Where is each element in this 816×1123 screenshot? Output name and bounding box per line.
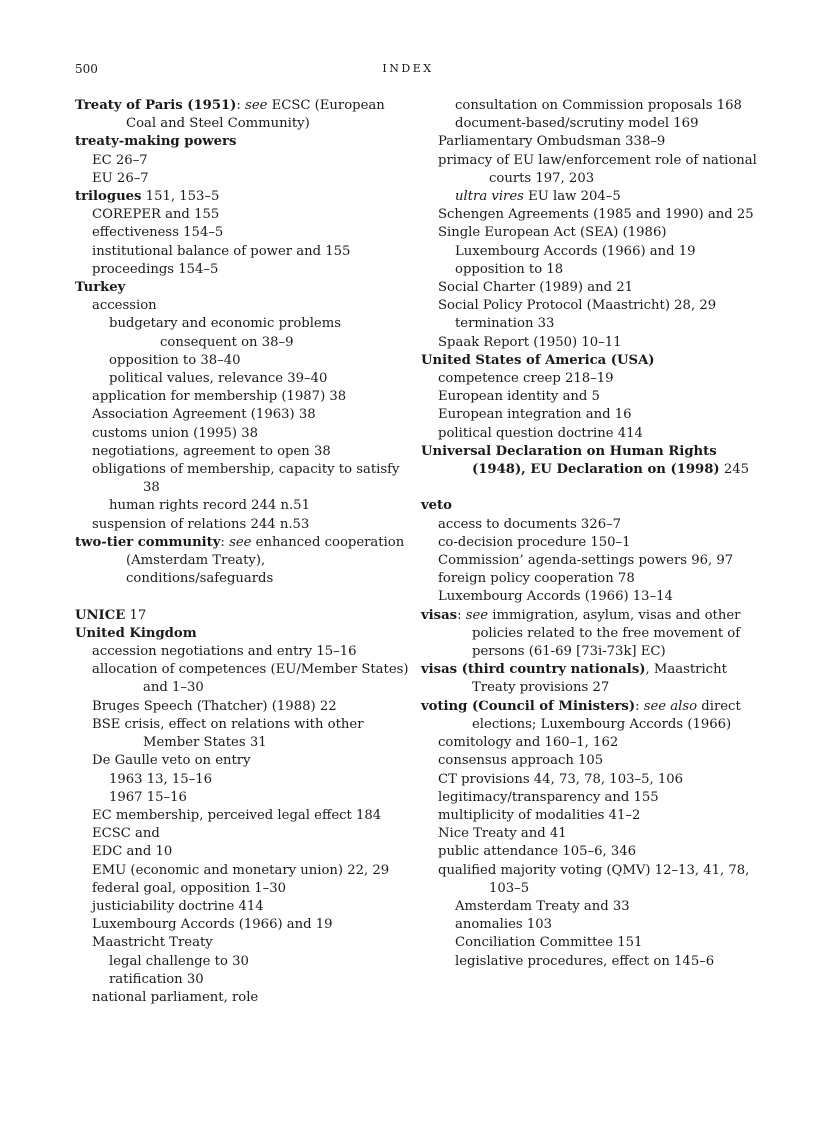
index-subentry [421, 425, 766, 443]
index-text: trilogues [75, 189, 142, 205]
index-text: ECSC (European Coal and Steel Community) [126, 98, 385, 132]
index-subentry [75, 716, 415, 752]
index-text: national parliament, role [92, 989, 259, 1005]
index-column-left [75, 97, 415, 1007]
index-subentry [421, 516, 766, 534]
index-text: Luxembourg Accords (1966) and 19 [92, 917, 333, 933]
index-subentry [421, 224, 766, 242]
index-text: see [229, 534, 252, 550]
index-subentry [75, 643, 415, 661]
index-subentry [421, 152, 766, 188]
index-subentry [75, 516, 415, 534]
index-text: Luxembourg Accords (1966) 13–14 [438, 589, 673, 605]
index-text: Social Policy Protocol (Maastricht) 28, 29 [438, 298, 717, 314]
index-text: BSE crisis, effect on relations with other Member States 31 [92, 716, 364, 751]
index-text: allocation of competences (EU/Member States) and 1–30 [92, 662, 409, 696]
index-text: institutional balance of power and 155 [92, 243, 351, 259]
index-subentry [421, 752, 766, 770]
index-text: negotiations, agreement to open 38 [92, 443, 331, 459]
index-text: legislative procedures, effect on 145–6 [455, 953, 715, 969]
index-subentry [421, 934, 766, 952]
index-subentry [75, 934, 415, 952]
index-text: see also [643, 698, 698, 714]
index-text: EDC and 10 [92, 844, 173, 860]
index-subentry [75, 898, 415, 916]
index-text: COREPER and 155 [92, 207, 220, 223]
index-subentry [421, 789, 766, 807]
index-heading [75, 188, 415, 206]
index-subentry [75, 698, 415, 716]
index-text: immigration, asylum, visas and other policies related to the free movement of persons (61-69 [73i-73k] EC) [472, 607, 741, 660]
index-heading [75, 97, 415, 133]
index-text: Nice Treaty and 41 [438, 826, 567, 842]
index-text: customs union (1995) 38 [92, 425, 259, 441]
index-text: : [457, 607, 466, 623]
index-subentry [421, 807, 766, 825]
index-subentry [75, 206, 415, 224]
index-text: termination 33 [455, 316, 555, 332]
index-subentry [75, 807, 415, 825]
index-text: 151, 153–5 [141, 189, 220, 205]
section-title: INDEX [382, 62, 434, 75]
index-subentry [421, 898, 766, 916]
index-subentry [421, 261, 766, 279]
index-text: Conciliation Committee 151 [455, 935, 643, 951]
index-text: suspension of relations 244 n.53 [92, 516, 310, 532]
index-text: Luxembourg Accords (1966) and 19 [455, 243, 696, 259]
index-text: voting (Council of Ministers) [421, 698, 636, 714]
index-subentry [75, 880, 415, 898]
index-heading [75, 279, 415, 297]
index-subentry [75, 261, 415, 279]
index-text: comitology and 160–1, 162 [438, 735, 619, 751]
index-text: Commission’ agenda-settings powers 96, 97 [438, 553, 734, 569]
index-subentry [421, 315, 766, 333]
index-text: 245 [719, 462, 750, 478]
index-text: effectiveness 154–5 [92, 225, 224, 241]
index-heading [421, 698, 766, 734]
index-subentry [421, 243, 766, 261]
index-text: Social Charter (1989) and 21 [438, 280, 634, 296]
index-subentry [421, 534, 766, 552]
index-text: , Maastricht Treaty provisions 27 [472, 662, 727, 696]
index-subentry [421, 279, 766, 297]
index-subentry [421, 953, 766, 971]
index-text: primacy of EU law/enforcement role of national courts 197, 203 [438, 152, 757, 186]
index-text: budgetary and economic problems consequent on 38–9 [109, 316, 342, 350]
index-text: human rights record 244 n.51 [109, 498, 310, 514]
index-text: political question doctrine 414 [438, 425, 643, 441]
index-heading [421, 352, 766, 370]
index-column-right [421, 97, 766, 971]
index-text: Bruges Speech (Thatcher) (1988) 22 [92, 698, 337, 714]
index-subentry [75, 297, 415, 315]
index-text: EU 26–7 [92, 170, 149, 186]
index-text: UNICE [75, 607, 126, 623]
index-text: CT provisions 44, 73, 78, 103–5, 106 [438, 771, 684, 787]
index-subentry [75, 989, 415, 1007]
index-heading [75, 133, 415, 151]
index-subentry [75, 425, 415, 443]
index-heading [75, 607, 415, 625]
index-text: United Kingdom [75, 625, 197, 641]
index-subentry [421, 388, 766, 406]
index-heading [75, 625, 415, 643]
index-text: obligations of membership, capacity to satisfy 38 [92, 462, 400, 496]
index-heading [421, 497, 766, 515]
index-text: justiciability doctrine 414 [92, 898, 264, 914]
index-text: visas [421, 607, 458, 623]
index-text: anomalies 103 [455, 917, 553, 933]
index-text: : [236, 98, 246, 113]
index-subentry [421, 406, 766, 424]
index-text: opposition to 38–40 [109, 352, 241, 368]
index-text: two-tier community [75, 534, 221, 550]
index-text: foreign policy cooperation 78 [438, 571, 635, 587]
index-subentry [75, 661, 415, 697]
index-text: visas (third country nationals) [421, 662, 646, 678]
index-text: ultra vires [455, 189, 524, 205]
index-subentry [421, 97, 766, 115]
index-text: Amsterdam Treaty and 33 [455, 898, 630, 914]
index-subentry [75, 406, 415, 424]
index-text: opposition to 18 [455, 261, 564, 277]
index-subentry [75, 152, 415, 170]
index-text: Spaak Report (1950) 10–11 [438, 334, 622, 350]
index-text: ECSC and [92, 826, 160, 842]
index-text: access to documents 326–7 [438, 516, 622, 532]
index-subentry [421, 771, 766, 789]
index-text: : [635, 698, 644, 714]
index-subentry [75, 971, 415, 989]
index-text: : [220, 534, 230, 550]
index-subentry [421, 588, 766, 606]
index-text: Turkey [75, 280, 126, 296]
index-subentry [421, 916, 766, 934]
index-text: enhanced cooperation (Amsterdam Treaty), conditions/safeguards [126, 534, 405, 587]
index-text: 1967 15–16 [109, 789, 187, 805]
index-text: European integration and 16 [438, 407, 632, 423]
index-subentry [75, 771, 415, 789]
index-subentry [75, 352, 415, 370]
index-text: EC membership, perceived legal effect 184 [92, 807, 382, 823]
index-subentry [421, 206, 766, 224]
running-head [75, 62, 741, 80]
index-subentry [421, 133, 766, 151]
index-heading [421, 607, 766, 662]
index-heading [75, 534, 415, 589]
index-text: political values, relevance 39–40 [109, 371, 328, 387]
index-text: European identity and 5 [438, 389, 600, 405]
index-text: see [465, 607, 489, 623]
index-subentry [421, 297, 766, 315]
index-subentry [75, 843, 415, 861]
index-text: legitimacy/transparency and 155 [438, 789, 659, 805]
index-text: proceedings 154–5 [92, 261, 219, 277]
page-number: 500 [75, 62, 98, 76]
index-subentry [75, 243, 415, 261]
index-subentry [421, 843, 766, 861]
index-text: public attendance 105–6, 346 [438, 844, 637, 860]
index-subentry [75, 752, 415, 770]
index-text: 17 [125, 607, 147, 623]
index-subentry [75, 315, 415, 351]
index-subentry [75, 224, 415, 242]
index-text: Universal Declaration on Human Rights (1948), EU Declaration on (1998) [421, 443, 720, 478]
index-subentry [421, 370, 766, 388]
index-text: veto [421, 498, 452, 514]
index-subentry [75, 953, 415, 971]
index-text: De Gaulle veto on entry [92, 753, 251, 769]
index-subentry [75, 497, 415, 515]
index-subentry [75, 461, 415, 497]
index-subentry [75, 789, 415, 807]
index-text: consensus approach 105 [438, 753, 604, 769]
index-subentry [75, 443, 415, 461]
index-text: 1963 13, 15–16 [109, 771, 213, 787]
index-text: EC 26–7 [92, 152, 148, 168]
index-text: United States of America (USA) [421, 352, 655, 368]
index-text: competence creep 218–19 [438, 371, 614, 387]
index-heading [421, 661, 766, 697]
index-text: EMU (economic and monetary union) 22, 29 [92, 862, 390, 878]
index-text: Single European Act (SEA) (1986) [438, 225, 667, 241]
index-text: EU law 204–5 [523, 189, 621, 205]
index-subentry [75, 388, 415, 406]
index-subentry [75, 825, 415, 843]
index-text: Maastricht Treaty [92, 935, 213, 951]
index-text: Parliamentary Ombudsman 338–9 [438, 134, 666, 150]
index-text: accession [92, 298, 157, 314]
index-text: ratification 30 [109, 971, 204, 987]
index-text: Association Agreement (1963) 38 [92, 407, 316, 423]
index-subentry [421, 334, 766, 352]
index-subentry [75, 170, 415, 188]
index-text: direct elections; Luxembourg Accords (1966) [472, 698, 741, 732]
index-text: Schengen Agreements (1985 and 1990) and 25 [438, 207, 754, 223]
index-text: federal goal, opposition 1–30 [92, 880, 287, 896]
index-text: accession negotiations and entry 15–16 [92, 644, 357, 660]
index-subentry [75, 916, 415, 934]
index-text: consultation on Commission proposals 168 [455, 98, 742, 113]
index-text: Treaty of Paris (1951) [75, 98, 237, 113]
index-subentry [421, 552, 766, 570]
index-text: treaty-making powers [75, 134, 237, 150]
index-text: multiplicity of modalities 41–2 [438, 807, 641, 823]
index-subentry [421, 188, 766, 206]
index-subentry [75, 862, 415, 880]
index-subentry [421, 734, 766, 752]
index-text: see [245, 98, 268, 113]
index-text: legal challenge to 30 [109, 953, 249, 969]
index-subentry [421, 115, 766, 133]
index-subentry [421, 862, 766, 898]
index-text: document-based/scrutiny model 169 [455, 116, 699, 132]
index-subentry [421, 570, 766, 588]
index-heading [421, 443, 766, 479]
index-text: qualified majority voting (QMV) 12–13, 41, 78, 103–5 [438, 862, 750, 896]
index-text: application for membership (1987) 38 [92, 389, 347, 405]
index-subentry [75, 370, 415, 388]
index-text: co-decision procedure 150–1 [438, 534, 631, 550]
index-subentry [421, 825, 766, 843]
